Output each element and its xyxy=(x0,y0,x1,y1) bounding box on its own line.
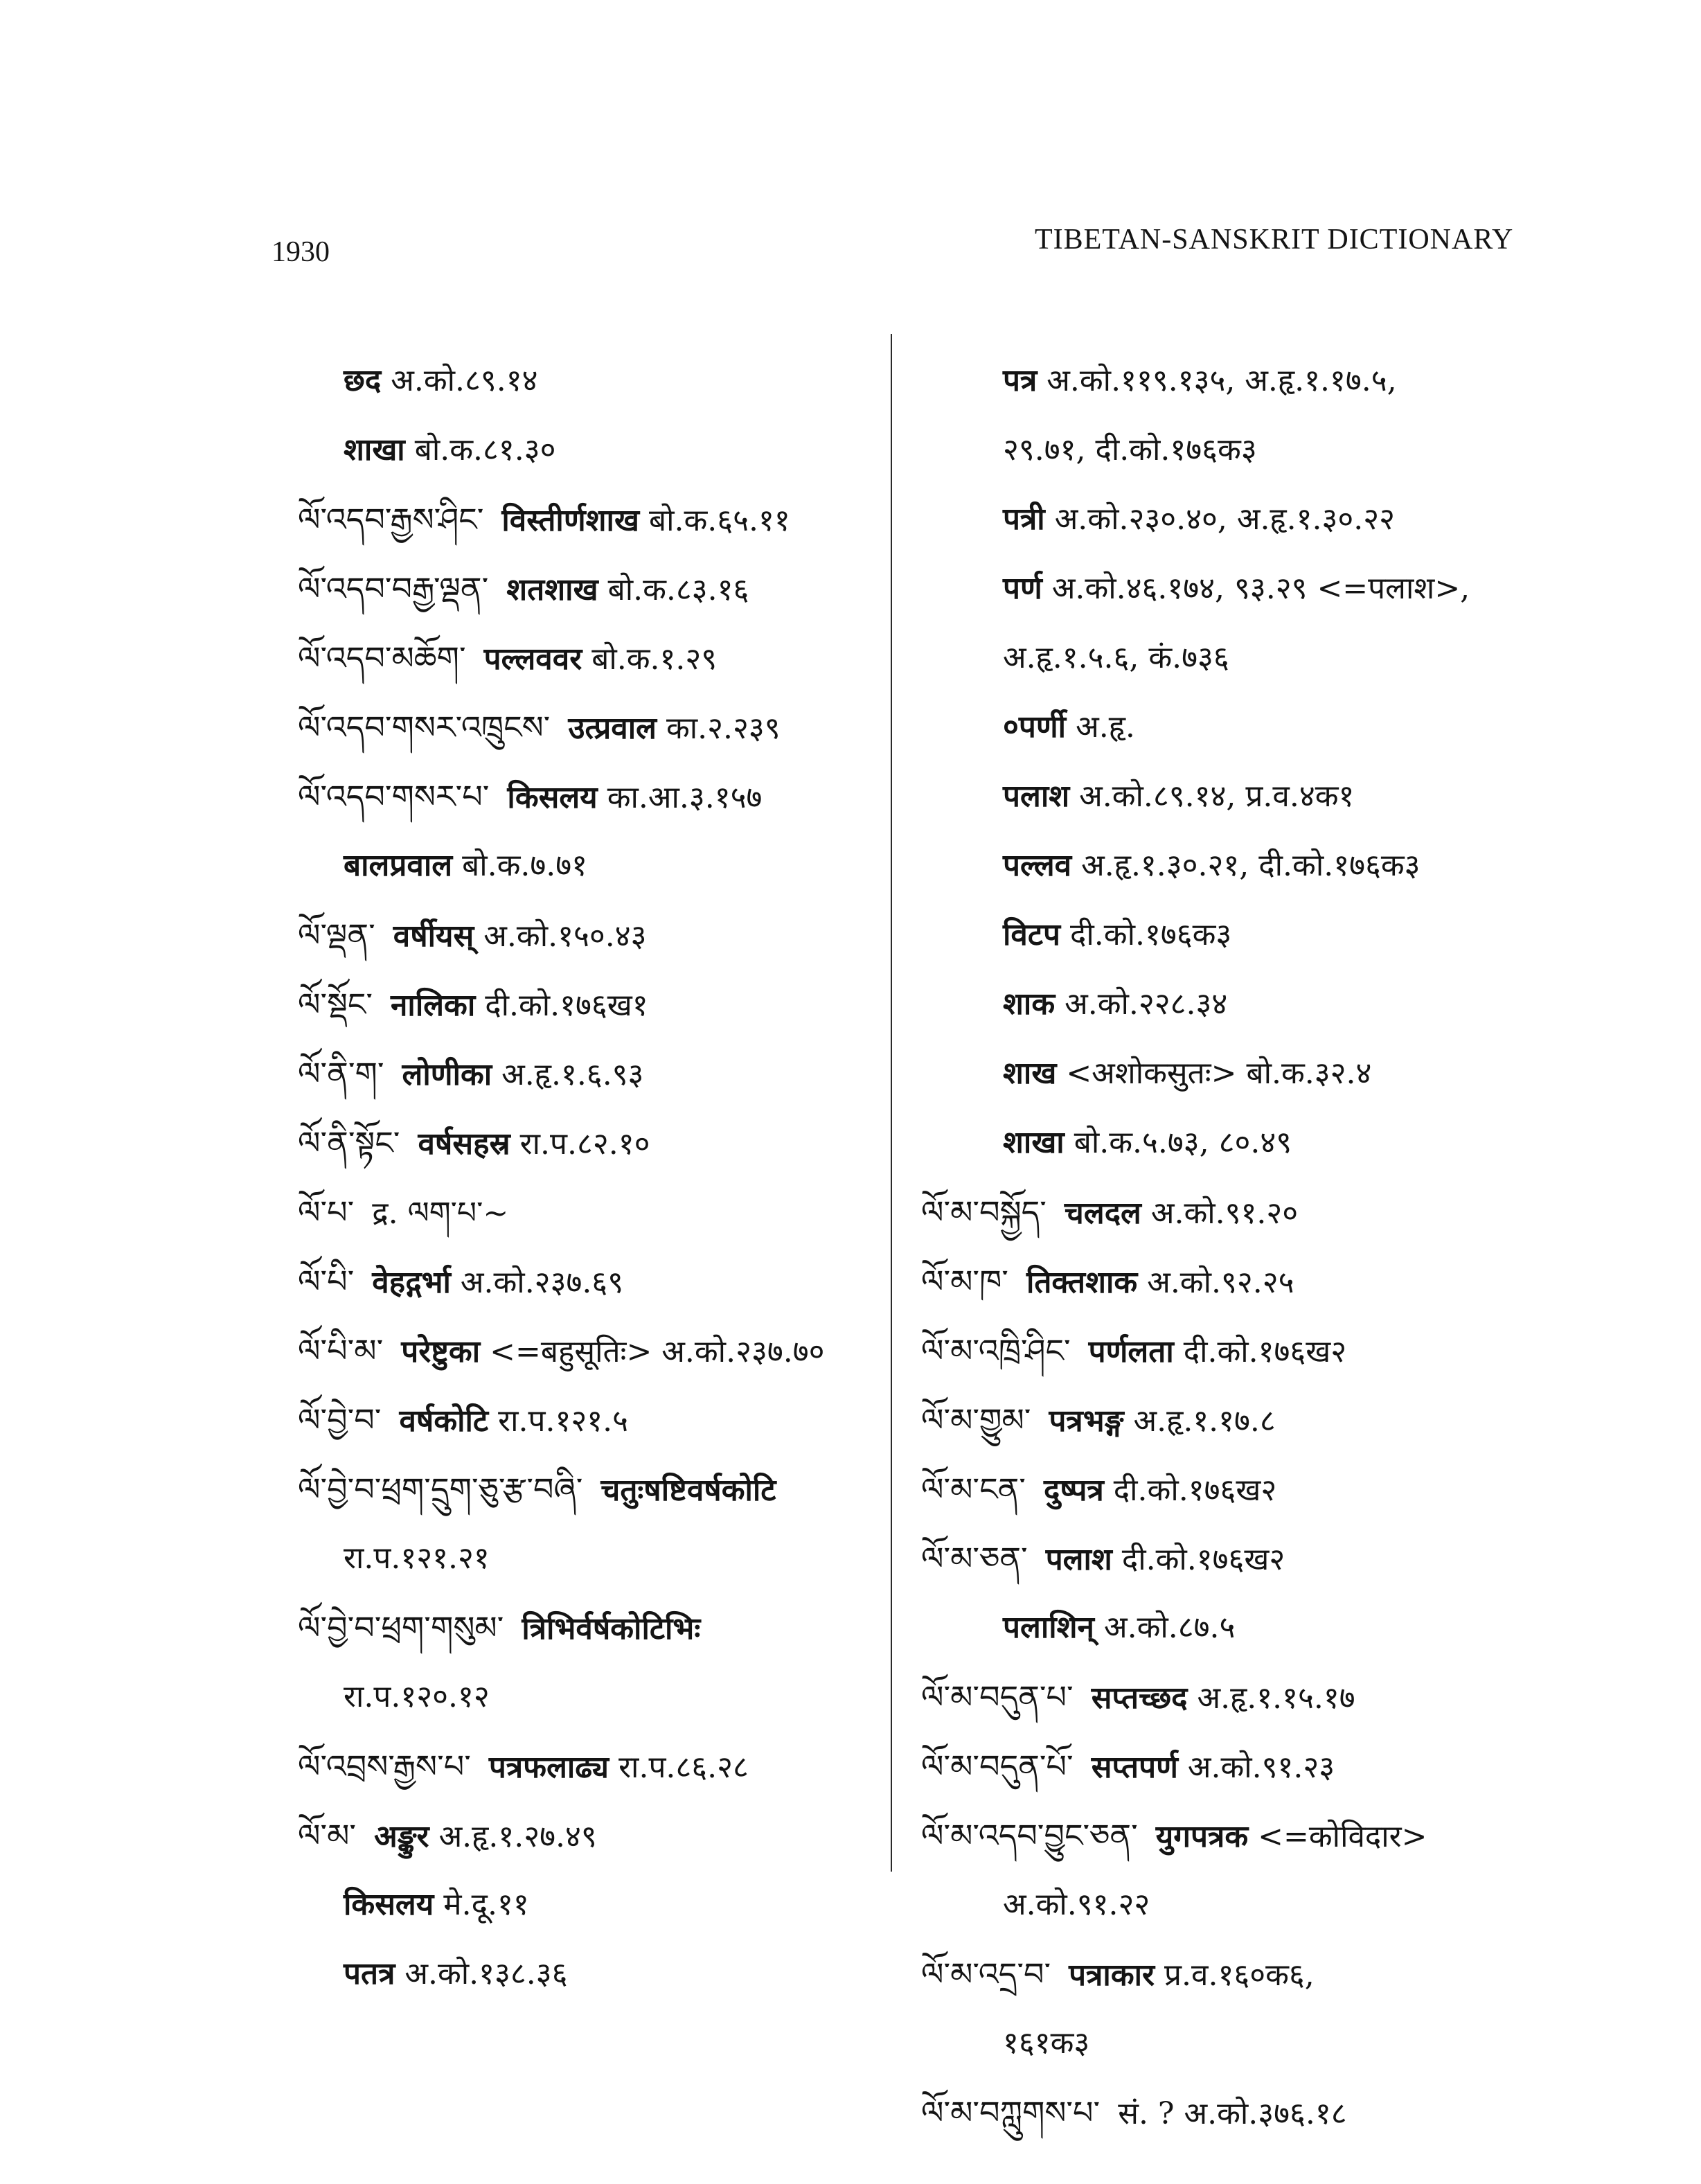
sanskrit-equivalent: किसलय xyxy=(507,780,598,815)
sanskrit-equivalent: पर्ण xyxy=(1003,571,1042,606)
sanskrit-equivalent: शाख xyxy=(1003,1056,1057,1091)
dictionary-entry xyxy=(921,623,1538,693)
dictionary-entry xyxy=(298,346,893,416)
sanskrit-equivalent: चलदल xyxy=(1064,1196,1141,1231)
tibetan-headword: ལོ་སྡོང་ xyxy=(298,986,373,1023)
source-reference: रा.प.१२१.२१ xyxy=(344,1541,490,1576)
sanskrit-equivalent: पत्राकार xyxy=(1069,1957,1155,1993)
sanskrit-equivalent: तिक्तशाक xyxy=(1026,1265,1138,1300)
tibetan-headword: ལོ་པི་ xyxy=(298,1263,355,1300)
source-reference: अ.को.१३८.३६ xyxy=(404,1956,568,1991)
source-reference: रा.प.८२.१० xyxy=(519,1126,650,1162)
page-header-title: TIBETAN-SANSKRIT DICTIONARY xyxy=(1035,224,1514,256)
source-reference: <=कोविदार> xyxy=(1258,1819,1427,1854)
tibetan-headword: ལོ་ལྡན་ xyxy=(298,916,375,954)
sanskrit-equivalent: किसलय xyxy=(344,1887,434,1922)
right-column xyxy=(921,346,1538,2147)
source-reference: अ.हृ. xyxy=(1076,709,1135,745)
source-reference: अ.को.८७.५ xyxy=(1103,1610,1236,1645)
dictionary-entry xyxy=(921,1939,1538,2009)
sanskrit-equivalent: युगपत्रक xyxy=(1155,1819,1249,1854)
dictionary-entry xyxy=(921,831,1538,900)
source-reference: अ.को.२२८.३४ xyxy=(1065,986,1228,1022)
dictionary-entry xyxy=(298,416,893,485)
dictionary-entry xyxy=(298,1939,893,2009)
tibetan-headword: ལོ་འདབ་མཆོག་ xyxy=(298,639,466,677)
source-reference: द्र. ལག་པ་~ xyxy=(372,1196,509,1231)
page-number: 1930 xyxy=(271,236,330,268)
source-reference: बो.क.७.७१ xyxy=(462,848,588,883)
source-reference: अ.को.१५०.४३ xyxy=(483,918,647,954)
tibetan-headword: ལོ་མ་བསྐྱོད་ xyxy=(921,1193,1047,1231)
source-reference: <अशोकसुतः> बो.क.३२.४ xyxy=(1066,1056,1372,1091)
dictionary-entry xyxy=(298,485,893,554)
sanskrit-equivalent: शाखा xyxy=(344,432,405,468)
dictionary-entry xyxy=(921,346,1538,416)
tibetan-headword: ལོ་འདབ་གསར་པ་ xyxy=(298,778,490,815)
tibetan-headword: ལོ་མ་བདུན་པོ་ xyxy=(921,1748,1074,1785)
source-reference: रा.प.८६.२८ xyxy=(618,1750,749,1785)
source-reference: अ.हृ.१.१५.१७ xyxy=(1197,1680,1355,1716)
sanskrit-equivalent: पर्णलता xyxy=(1088,1334,1174,1369)
dictionary-entry xyxy=(298,831,893,900)
dictionary-entry xyxy=(298,1732,893,1801)
source-reference: अ.को.८९.१४ xyxy=(391,363,538,398)
dictionary-entry xyxy=(298,554,893,623)
sanskrit-equivalent: पत्र xyxy=(1003,363,1037,398)
dictionary-entry xyxy=(298,1316,893,1385)
tibetan-headword: ལོ་མ་འདབ་བྱུང་ཅན་ xyxy=(921,1817,1138,1854)
sanskrit-equivalent: पतत्र xyxy=(344,1956,395,1991)
tibetan-headword: ལོ་བྱེ་བ་ཕྲག་དྲུག་ཅུ་རྩ་བཞི་ xyxy=(298,1471,583,1508)
tibetan-headword: ལོ་མ་ཅན་ xyxy=(921,1540,1028,1577)
sanskrit-equivalent: पलाश xyxy=(1045,1542,1112,1577)
source-reference: दी.को.१७६ख१ xyxy=(485,988,648,1023)
dictionary-entry xyxy=(921,485,1538,554)
sanskrit-equivalent: विटप xyxy=(1003,917,1061,952)
source-reference: अ.हृ.१.१७.८ xyxy=(1133,1403,1276,1439)
sanskrit-equivalent: विस्तीर्णशाख xyxy=(501,503,639,538)
source-reference: बो.क.५.७३, ८०.४९ xyxy=(1074,1125,1292,1160)
dictionary-entry xyxy=(921,554,1538,623)
dictionary-entry xyxy=(921,900,1538,970)
sanskrit-equivalent: ०पर्णी xyxy=(1003,709,1067,745)
dictionary-entry xyxy=(298,900,893,970)
dictionary-entry xyxy=(921,1385,1538,1455)
sanskrit-equivalent: पलाशिन् xyxy=(1003,1610,1094,1645)
dictionary-entry xyxy=(298,693,893,762)
sanskrit-equivalent: शतशाख xyxy=(506,572,598,607)
dictionary-entry xyxy=(298,623,893,693)
source-reference: दी.को.१७६ख२ xyxy=(1113,1473,1277,1508)
dictionary-entry xyxy=(298,1662,893,1732)
dictionary-entry xyxy=(921,1801,1538,1870)
sanskrit-equivalent: चतुःषष्टिवर्षकोटि xyxy=(600,1473,776,1508)
dictionary-entry xyxy=(298,1178,893,1247)
source-reference: अ.हृ.१.५.६, कं.७३६ xyxy=(1003,640,1229,675)
tibetan-headword: ལོ་མ་གྱུམ་ xyxy=(921,1401,1031,1439)
source-reference: <=बहुसूतिः> अ.को.२३७.७० xyxy=(490,1334,825,1369)
dictionary-entry xyxy=(921,1316,1538,1385)
tibetan-headword: ལོ་བྱེ་བ་ xyxy=(298,1401,382,1439)
source-reference: अ.हृ.१.२७.४९ xyxy=(438,1819,597,1854)
tibetan-headword: ལོ་འདབ་གསར་འཁྲུངས་ xyxy=(298,709,551,746)
source-reference: अ.को.४६.१७४, ९३.२९ <=पलाश>, xyxy=(1051,571,1470,606)
dictionary-entry xyxy=(298,1801,893,1870)
sanskrit-equivalent: नालिका xyxy=(391,988,476,1023)
dictionary-entry xyxy=(298,1108,893,1178)
source-reference: अ.हृ.१.३०.२१, दी.को.१७६क३ xyxy=(1081,848,1421,883)
sanskrit-equivalent: पल्लववर xyxy=(483,641,582,677)
tibetan-headword: ལོ་མ་ངན་ xyxy=(921,1471,1026,1508)
dictionary-entry xyxy=(921,2009,1538,2078)
sanskrit-equivalent: बालप्रवाल xyxy=(344,848,453,883)
dictionary-entry xyxy=(921,1870,1538,1939)
source-reference: अ.को.९२.२५ xyxy=(1147,1265,1294,1300)
tibetan-headword: ལོ་མ་འཁྲི་ཤིང་ xyxy=(921,1332,1071,1369)
source-reference: बो.क.१.२९ xyxy=(591,641,718,677)
tibetan-headword: ལོ་མ་ཁ་ xyxy=(921,1263,1008,1300)
source-reference: बो.क.८१.३० xyxy=(414,432,556,468)
tibetan-headword: ལོ་པ་ xyxy=(298,1193,355,1231)
sanskrit-equivalent: पल्लव xyxy=(1003,848,1072,883)
sanskrit-equivalent: परेष्टुका xyxy=(401,1334,481,1369)
tibetan-headword: ལོ་ནི་སྟོང་ xyxy=(298,1124,400,1162)
sanskrit-equivalent: लोणीका xyxy=(402,1057,492,1092)
dictionary-entry xyxy=(298,1524,893,1593)
source-reference: प्र.व.१६०क६, xyxy=(1164,1957,1315,1993)
dictionary-entry xyxy=(921,2078,1538,2147)
dictionary-entry xyxy=(921,693,1538,762)
dictionary-entry xyxy=(298,1385,893,1455)
sanskrit-equivalent: छद xyxy=(344,363,382,398)
source-reference: दी.को.१७६ख२ xyxy=(1121,1542,1285,1577)
sanskrit-equivalent: त्रिभिर्वर्षकोटिभिः xyxy=(522,1611,701,1646)
source-reference: अ.को.२३७.६९ xyxy=(460,1265,624,1300)
sanskrit-equivalent: पत्री xyxy=(1003,501,1045,537)
tibetan-headword: ལོ་འདབ་བརྒྱ་ལྡན་ xyxy=(298,570,489,607)
sanskrit-equivalent: दुष्पत्र xyxy=(1043,1473,1104,1508)
dictionary-entry xyxy=(921,1524,1538,1593)
source-reference: अ.को.९१.२२ xyxy=(1003,1887,1150,1922)
source-reference: रा.प.१२१.५ xyxy=(498,1403,628,1439)
dictionary-entry xyxy=(298,762,893,831)
source-reference: बो.क.८३.१६ xyxy=(607,572,749,607)
tibetan-headword: ལོ་མ་ xyxy=(298,1817,357,1854)
sanskrit-equivalent: वर्षसहस्र xyxy=(418,1126,510,1162)
source-reference: का.आ.३.१५७ xyxy=(607,780,763,815)
dictionary-entry xyxy=(921,970,1538,1039)
dictionary-entry xyxy=(298,1039,893,1108)
dictionary-entry xyxy=(921,1108,1538,1178)
source-reference: अ.हृ.१.६.९३ xyxy=(501,1057,644,1092)
tibetan-headword: ལོ་འབྲས་རྒྱས་པ་ xyxy=(298,1748,471,1785)
sanskrit-equivalent: वेहद्गर्भा xyxy=(372,1265,451,1300)
sanskrit-equivalent: वर्षीयस् xyxy=(393,918,474,954)
dictionary-entry xyxy=(298,1593,893,1662)
source-reference: दी.को.१७६ख२ xyxy=(1183,1334,1347,1369)
source-reference: बो.क.६५.११ xyxy=(648,503,790,538)
sanskrit-equivalent: वर्षकोटि xyxy=(399,1403,489,1439)
dictionary-entry xyxy=(921,1178,1538,1247)
sanskrit-equivalent: शाखा xyxy=(1003,1125,1065,1160)
tibetan-headword: ལོ་པི་མ་ xyxy=(298,1332,384,1369)
dictionary-entry xyxy=(921,416,1538,485)
dictionary-entry xyxy=(921,1455,1538,1524)
source-reference: अ.को.९१.२३ xyxy=(1187,1750,1335,1785)
sanskrit-equivalent: सप्तच्छद xyxy=(1091,1680,1188,1716)
dictionary-entry xyxy=(921,1247,1538,1316)
source-reference: दी.को.१७६क३ xyxy=(1070,917,1232,952)
source-reference: अ.को.११९.१३५, अ.हृ.१.१७.५, xyxy=(1047,363,1397,398)
dictionary-entry xyxy=(921,1039,1538,1108)
source-reference: अ.को.८९.१४, प्र.व.४क१ xyxy=(1079,779,1355,814)
tibetan-headword: ལོ་ནི་ག་ xyxy=(298,1055,384,1092)
dictionary-entry xyxy=(298,1870,893,1939)
dictionary-entry xyxy=(921,1593,1538,1662)
source-reference: २९.७१, दी.को.१७६क३ xyxy=(1003,432,1257,468)
dictionary-entry xyxy=(921,1732,1538,1801)
tibetan-headword: ལོ་མ་བཀླུགས་པ་ xyxy=(921,2094,1101,2131)
sanskrit-equivalent: पलाश xyxy=(1003,779,1070,814)
sanskrit-equivalent: शाक xyxy=(1003,986,1056,1022)
sanskrit-equivalent: पत्रभङ्ग xyxy=(1049,1403,1124,1439)
source-reference: अ.को.९१.२० xyxy=(1150,1196,1299,1231)
source-reference: अ.को.२३०.४०, अ.हृ.१.३०.२२ xyxy=(1054,501,1395,537)
tibetan-headword: ལོ་མ་བདུན་པ་ xyxy=(921,1678,1074,1716)
sanskrit-equivalent: सप्तपर्ण xyxy=(1091,1750,1178,1785)
tibetan-headword: ལོ་འདབ་རྒྱས་ཤིང་ xyxy=(298,501,484,538)
left-column xyxy=(298,346,893,2009)
tibetan-headword: ལོ་མ་འདྲ་བ་ xyxy=(921,1955,1051,1993)
source-reference: १६१क३ xyxy=(1003,2025,1090,2061)
source-reference: सं. ? अ.को.३७६.१८ xyxy=(1118,2096,1347,2131)
sanskrit-equivalent: उत्प्रवाल xyxy=(568,711,657,746)
dictionary-entry xyxy=(298,1455,893,1524)
dictionary-entry xyxy=(921,1662,1538,1732)
dictionary-entry xyxy=(298,970,893,1039)
tibetan-headword: ལོ་བྱེ་བ་ཕྲག་གསུམ་ xyxy=(298,1609,504,1646)
dictionary-entry xyxy=(921,762,1538,831)
source-reference: रा.प.१२०.१२ xyxy=(344,1679,490,1714)
sanskrit-equivalent: पत्रफलाढ्य xyxy=(488,1750,609,1785)
source-reference: मे.दू.११ xyxy=(443,1887,529,1922)
dictionary-entry xyxy=(298,1247,893,1316)
source-reference: का.२.२३९ xyxy=(666,711,781,746)
sanskrit-equivalent: अङ्कुर xyxy=(374,1819,429,1854)
